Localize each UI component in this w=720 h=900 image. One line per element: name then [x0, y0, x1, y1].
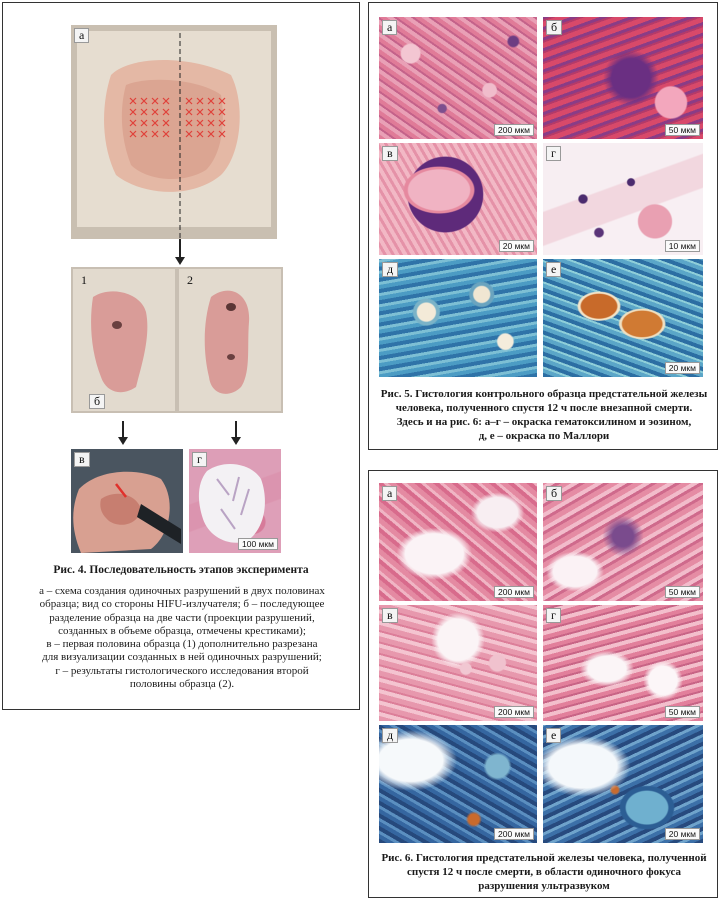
figure-5-caption-line: человека, полученного спустя 12 ч после внезапной смерти.	[395, 402, 693, 414]
figure-4-caption-line: г – результаты гистологического исследования второй	[55, 664, 309, 677]
arrow-a-to-b-line	[179, 239, 181, 259]
figure-5-panel-d-tag: д	[382, 262, 398, 277]
figure-6-panel-d-tag: д	[382, 728, 398, 743]
figure-6-panel-b-tag: б	[546, 486, 562, 501]
figure-4-caption	[9, 585, 355, 691]
figure-5-panel-g	[543, 143, 703, 255]
figure-6-panel-v-tag: в	[382, 608, 398, 623]
figure-5-panel-b	[543, 17, 703, 139]
figure-6-panel-v	[379, 605, 537, 721]
figure-4-panel-g-histology	[189, 449, 281, 553]
figure-6-frame	[368, 470, 718, 898]
figure-6-panel-e-tag: е	[546, 728, 561, 743]
figure-5-panel-b-scale: 50 мкм	[665, 124, 700, 136]
half-1-label: 1	[81, 273, 87, 287]
gel-block-image	[71, 25, 277, 239]
figure-4-panel-b-photo	[71, 267, 283, 413]
figure-5-panel-e	[543, 259, 703, 377]
figure-4-caption-line: образца; вид со стороны HIFU-излучателя; б – последующее	[39, 598, 325, 611]
figure-5-panel-v-tag: в	[382, 146, 398, 161]
figure-6-panel-a	[379, 483, 537, 601]
figure-4-panel-v-photo	[71, 449, 183, 553]
half-2-label: 2	[187, 273, 193, 287]
figure-4-caption-line: для визуализации созданных в ней одиночных разрушений;	[42, 651, 322, 664]
figure-5-panel-a-scale: 200 мкм	[494, 124, 534, 136]
figure-5-panel-d	[379, 259, 537, 377]
figure-6-panel-a-tag: а	[382, 486, 397, 501]
figure-4-panel-a-photo	[71, 25, 277, 239]
figure-5-panel-v-scale: 20 мкм	[499, 240, 534, 252]
figure-5-panel-a	[379, 17, 537, 139]
figure-6-caption	[373, 851, 715, 893]
figure-4-caption-line: созданных в объеме образца, отмечены крестиками);	[58, 624, 306, 637]
figure-4-caption-line: а – схема создания одиночных разрушений в двух половинах	[39, 585, 325, 597]
figure-5-panel-g-scale: 10 мкм	[665, 240, 700, 252]
figure-5-caption-line: д, е – окраска по Маллори	[478, 430, 610, 442]
figure-5-panel-b-tag: б	[546, 20, 562, 35]
specimen-halves-image	[71, 267, 283, 413]
figure-4-frame	[2, 2, 360, 710]
figure-5-panel-e-scale: 20 мкм	[665, 362, 700, 374]
arrow-a-to-b-head	[175, 257, 185, 265]
figure-6-panel-e-scale: 20 мкм	[665, 828, 700, 840]
figure-4-panel-b-tag: б	[89, 394, 105, 409]
figure-6-panel-e	[543, 725, 703, 843]
figure-4-caption-line: разделение образца на две части (проекции разрушений,	[49, 611, 315, 624]
figure-5-caption	[373, 387, 715, 443]
figure-4-title: Рис. 4. Последовательность этапов эксперимента	[53, 564, 309, 576]
figure-4-panel-v-tag: в	[74, 452, 90, 467]
figure-4-panel-a-tag: а	[74, 28, 89, 43]
figure-5-panel-g-tag: г	[546, 146, 561, 161]
figure-6-panel-d-scale: 200 мкм	[494, 828, 534, 840]
figure-6-panel-g-scale: 50 мкм	[665, 706, 700, 718]
figure-6-panel-v-scale: 200 мкм	[494, 706, 534, 718]
figure-6-panel-b-scale: 50 мкм	[665, 586, 700, 598]
figure-5-caption-line: Рис. 5. Гистология контрольного образца предстательной железы	[380, 388, 708, 400]
arrow-b-to-v-head	[118, 437, 128, 445]
arrow-b-to-g-head	[231, 437, 241, 445]
figure-6-caption-line: спустя 12 ч после смерти, в области одиночного фокуса	[406, 866, 681, 878]
figure-4-panel-g-tag: г	[192, 452, 207, 467]
figure-4-panel-g-scale: 100 мкм	[238, 538, 278, 550]
figure-4-caption-line: в – первая половина образца (1) дополнительно разрезана	[46, 638, 318, 651]
figure-6-panel-d	[379, 725, 537, 843]
figure-5-caption-line: Здесь и на рис. 6: а–г – окраска гематоксилином и эозином,	[396, 416, 692, 428]
figure-4-caption-line: половины образца (2).	[129, 678, 235, 691]
figure-5-panel-e-tag: е	[546, 262, 561, 277]
figure-5-panel-a-tag: а	[382, 20, 397, 35]
figure-6-panel-a-scale: 200 мкм	[494, 586, 534, 598]
figure-6-caption-line: Рис. 6. Гистология предстательной железы человека, полученной	[381, 852, 707, 864]
figure-5-frame	[368, 2, 718, 450]
figure-5-panel-v	[379, 143, 537, 255]
figure-6-panel-b	[543, 483, 703, 601]
figure-6-panel-g	[543, 605, 703, 721]
figure-6-panel-g-tag: г	[546, 608, 561, 623]
figure-6-caption-line: разрушения ультразвуком	[478, 880, 610, 892]
